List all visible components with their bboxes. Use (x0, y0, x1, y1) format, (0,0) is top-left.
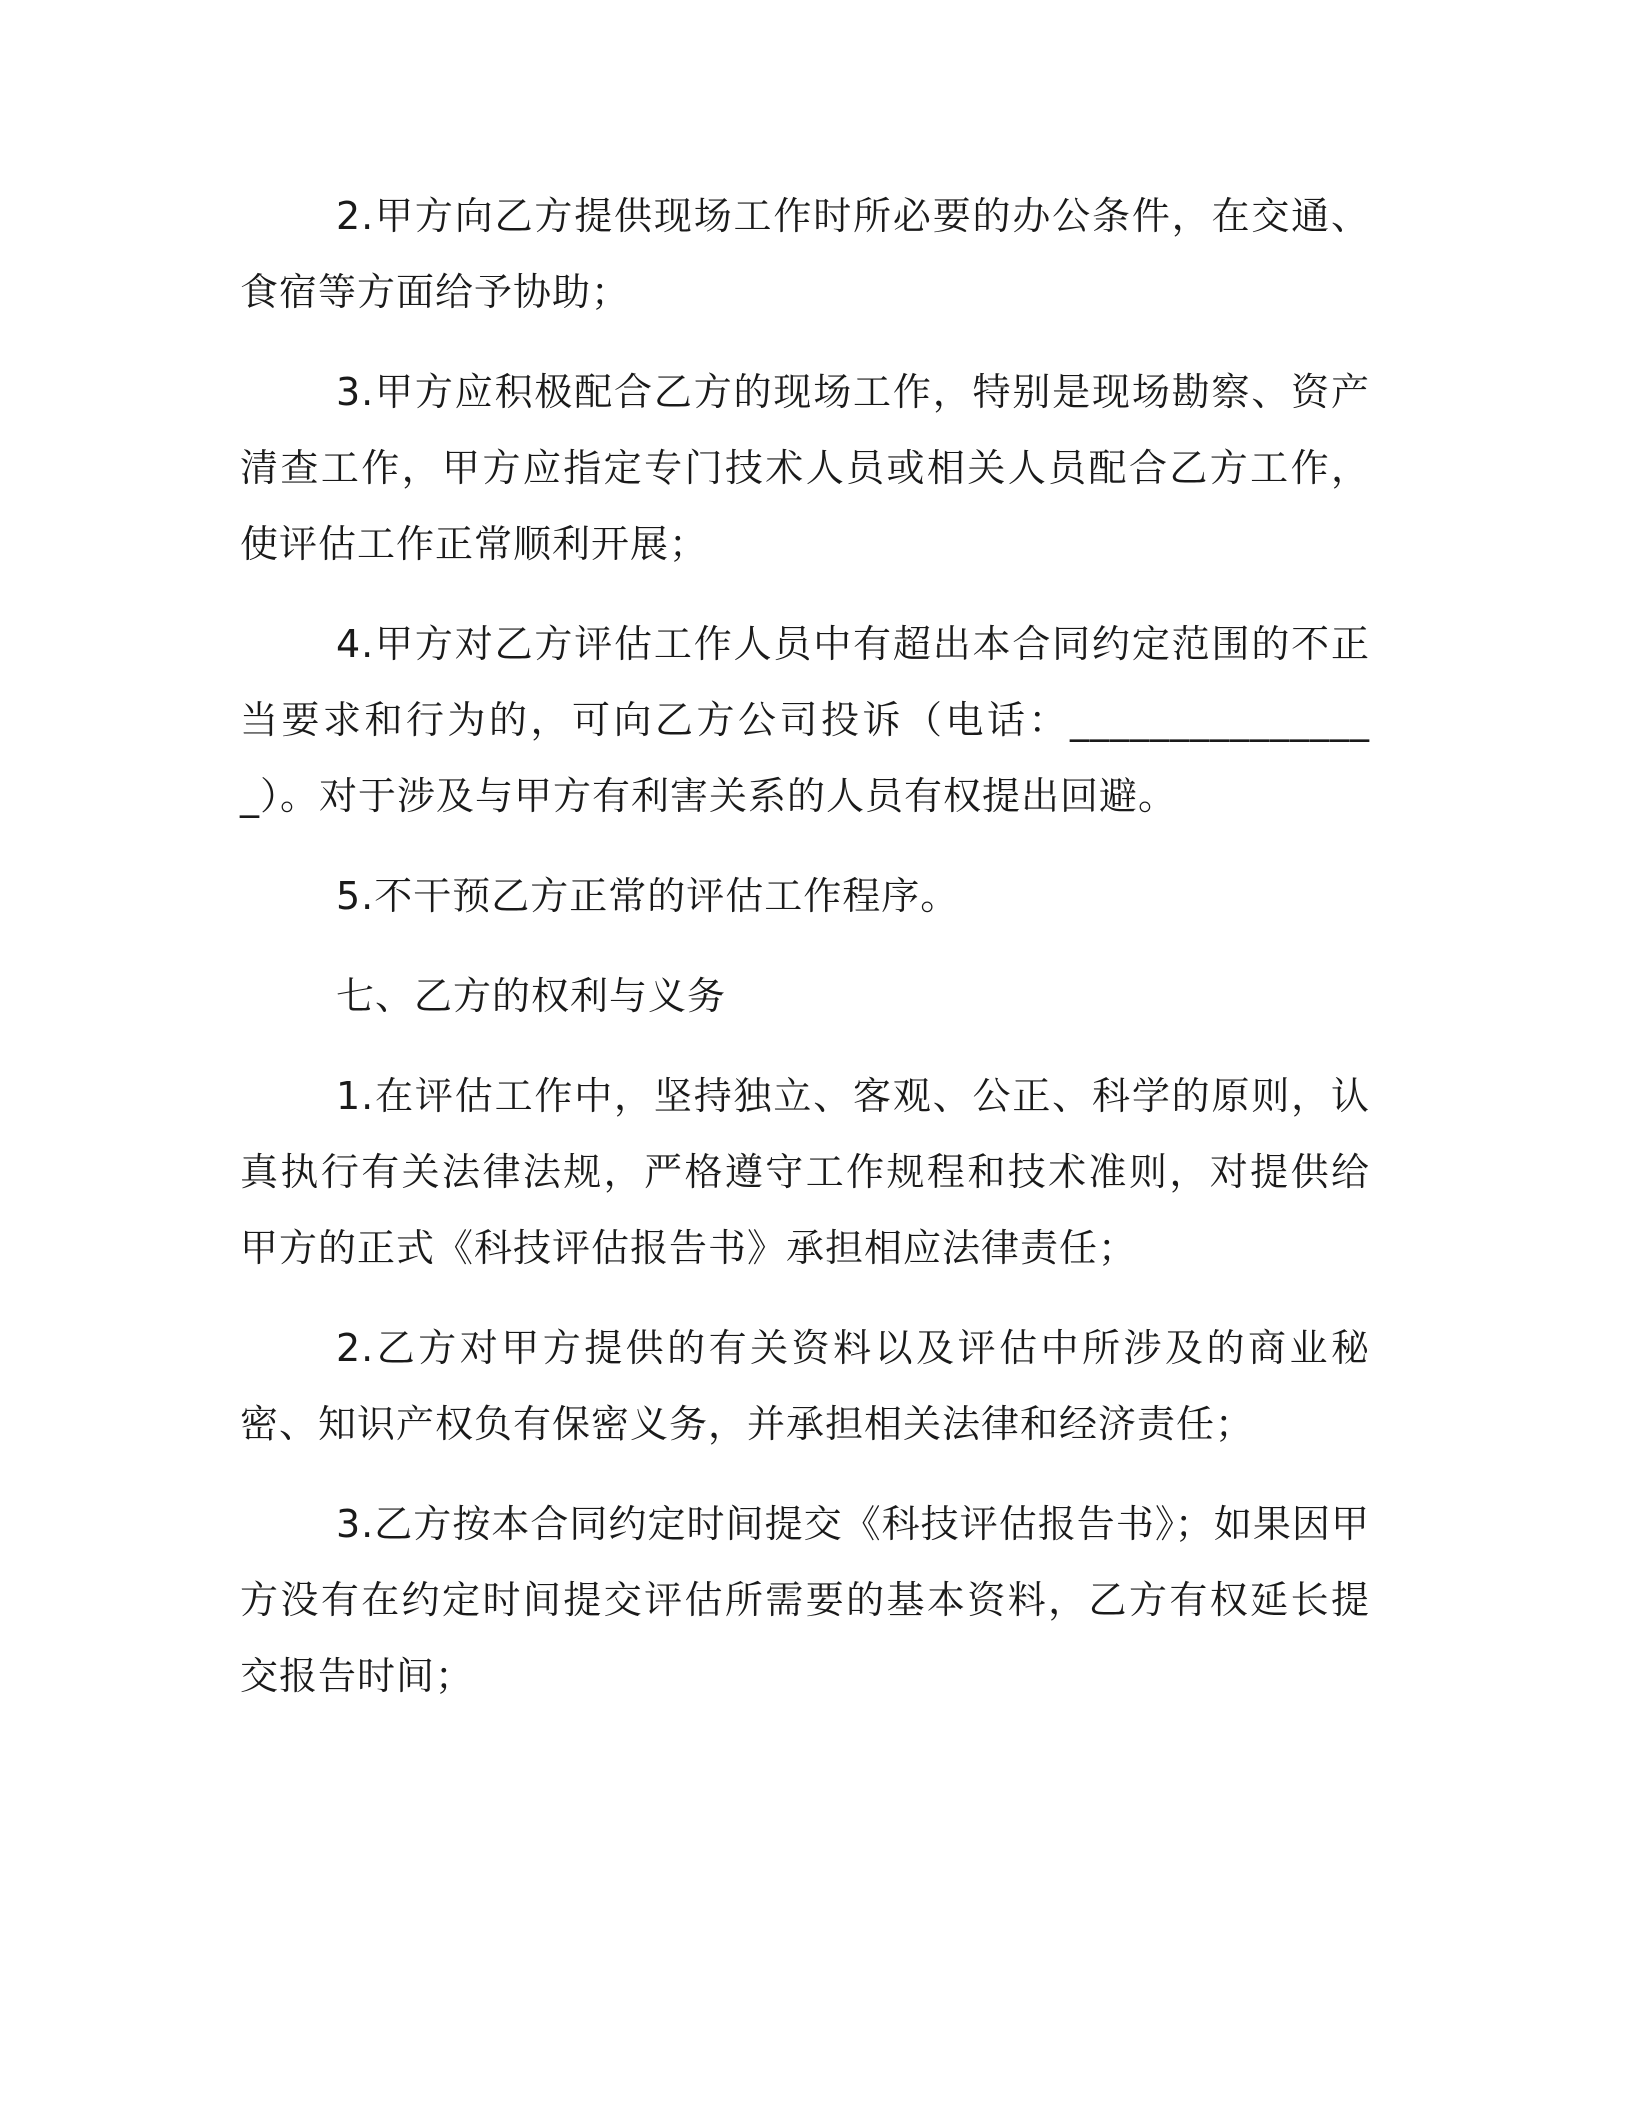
paragraph-party-a-complaint: 4.甲方对乙方评估工作人员中有超出本合同约定范围的不正当要求和行为的，可向乙方公司投诉（电话：________________）。对于涉及与甲方有利害关系的人员有权提出回避。 (240, 622, 1370, 818)
paragraph-party-a-office-conditions: 2.甲方向乙方提供现场工作时所必要的办公条件，在交通、食宿等方面给予协助； (240, 194, 1370, 314)
document-body (240, 178, 1370, 1738)
paragraph-party-b-report-timing: 3.乙方按本合同约定时间提交《科技评估报告书》；如果因甲方没有在约定时间提交评估所需要的基本资料，乙方有权延长提交报告时间； (240, 1502, 1370, 1698)
paragraph-party-b-confidentiality: 2.乙方对甲方提供的有关资料以及评估中所涉及的商业秘密、知识产权负有保密义务，并承担相关法律和经济责任； (240, 1326, 1370, 1446)
paragraph-party-a-no-interference: 5.不干预乙方正常的评估工作程序。 (336, 874, 960, 918)
section-heading-party-b-rights: 七、乙方的权利与义务 (336, 974, 727, 1018)
paragraph-party-a-cooperation: 3.甲方应积极配合乙方的现场工作，特别是现场勘察、资产清查工作，甲方应指定专门技术人员或相关人员配合乙方工作，使评估工作正常顺利开展； (240, 370, 1370, 566)
paragraph-party-b-principles: 1.在评估工作中，坚持独立、客观、公正、科学的原则，认真执行有关法律法规，严格遵守工作规程和技术准则，对提供给甲方的正式《科技评估报告书》承担相应法律责任； (240, 1074, 1370, 1270)
